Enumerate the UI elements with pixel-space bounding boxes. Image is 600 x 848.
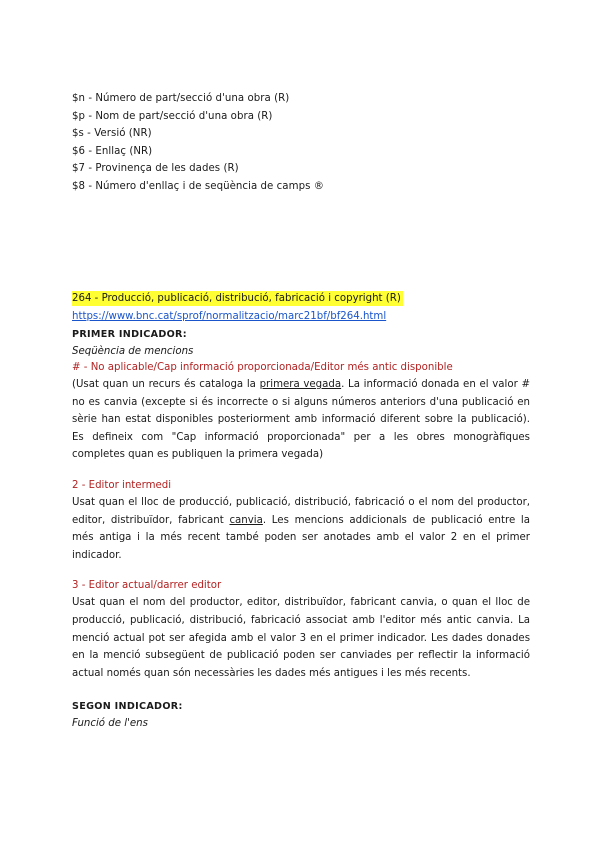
subfield-8: $8 - Número d'enllaç i de seqüència de camps ® xyxy=(72,180,324,192)
primer-indicador-subtitle: Seqüència de mencions xyxy=(72,346,194,357)
option-hash-text xyxy=(72,376,530,464)
option-hash-text-b: . La informació donada en el valor # no es canvia (excepte si és incorrecte o si alguns números anteriors d'una publicació en sèrie han estat disponibles posteriorment amb informació diferent sobre la publicació). Es defineix com "Cap informació proporcionada" per a les obres monogràfiques completes quan es publiquen la primera vegada) xyxy=(72,379,530,461)
subfield-7: $7 - Provinença de les dades (R) xyxy=(72,163,239,174)
option-3-text: Usat quan el nom del productor, editor, distribuïdor, fabricant canvia, o quan el lloc de producció, publicació, distribució, fabricació associat amb l'editor més antic canvia. La menció actual pot ser afegida amb el valor 3 en el primer indicador. Les dades donades en la menció subsegüent de publicació poden ser canviades per reflectir la informació actual només quan són necessàries les dades més antigues i les més recents. xyxy=(72,597,530,679)
field-264-link[interactable]: https://www.bnc.cat/sprof/normalitzacio/marc21bf/bf264.html xyxy=(72,311,387,322)
option-hash-label: # - No aplicable/Cap informació proporcionada/Editor més antic disponible xyxy=(72,362,453,373)
subfield-6: $6 - Enllaç (NR) xyxy=(72,145,153,157)
field-264-title: 264 - Producció, publicació, distribució, fabricació i copyright (R) xyxy=(72,293,401,304)
option-hash-text-a: (Usat quan un recurs és cataloga la xyxy=(72,379,260,390)
field-264-section xyxy=(72,286,530,732)
subfield-s: $s - Versió (NR) xyxy=(72,128,152,139)
option-2-text xyxy=(72,494,530,564)
subfield-p: $p - Nom de part/secció d'una obra (R) xyxy=(72,110,273,122)
subfield-n: $n - Número de part/secció d'una obra (R) xyxy=(72,93,290,104)
option-2-label: 2 - Editor intermedi xyxy=(72,479,172,491)
option-2-text-a: Usat quan el lloc de producció, publicació, distribució, fabricació o el nom del productor, editor, distribuïdor, fabricant xyxy=(72,496,530,526)
segon-indicador-heading: SEGON INDICADOR: xyxy=(72,701,183,713)
option-2-text-underlined: canvia xyxy=(229,514,263,526)
segon-indicador-subtitle: Funció de l'ens xyxy=(72,718,148,730)
primer-indicador-heading: PRIMER INDICADOR: xyxy=(72,329,187,340)
subfield-list xyxy=(72,90,324,195)
option-2-text-b: . Les mencions addicionals de publicació entre la més antiga i la més recent també poden ser anotades amb el valor 2 en el primer indicador. xyxy=(72,514,531,561)
option-3-label: 3 - Editor actual/darrer editor xyxy=(72,580,222,592)
option-hash-text-underlined: primera vegada xyxy=(259,379,342,390)
